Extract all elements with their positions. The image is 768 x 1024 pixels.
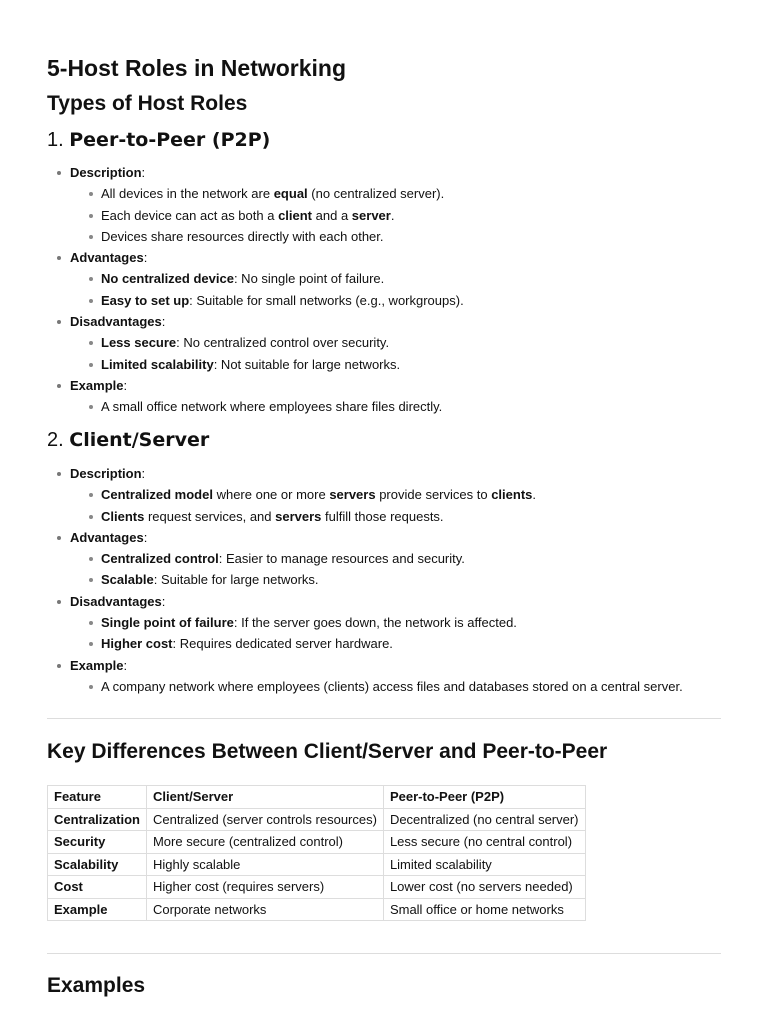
- section-number: 1.: [47, 129, 64, 151]
- list-item: Limited scalability: Not suitable for large networks.: [70, 354, 727, 375]
- list-item: Disadvantages: Single point of failure: If the server goes down, the network is affected. Higher cost: Requires dedicated server hardware.: [47, 591, 727, 655]
- table-row: [48, 831, 586, 854]
- list-item: Less secure: No centralized control over security.: [70, 332, 727, 353]
- list-item: Example: A small office network where employees share files directly.: [47, 375, 727, 418]
- group-label-advantages: Advantages: [70, 250, 144, 266]
- group-label-disadvantages: Disadvantages: [70, 593, 162, 609]
- list-item: Scalable: Suitable for large networks.: [70, 569, 727, 590]
- table-cell: Lower cost (no servers needed): [383, 876, 585, 899]
- section-heading-types: Types of Host Roles: [47, 92, 248, 115]
- table-cell: Less secure (no central control): [383, 831, 585, 854]
- column-header: Client/Server: [146, 786, 383, 809]
- list-item: Description: Centralized model where one or more servers provide services to clients. Clients request services, and servers fulfill those requests.: [47, 463, 727, 527]
- comparison-table: [47, 785, 586, 921]
- table-cell: Security: [48, 831, 147, 854]
- section-title: Peer-to-Peer (P2P): [69, 129, 271, 151]
- list-item: Easy to set up: Suitable for small networks (e.g., workgroups).: [70, 290, 727, 311]
- list-item: Centralized model where one or more servers provide services to clients.: [70, 484, 727, 505]
- table-cell: Highly scalable: [146, 853, 383, 876]
- list-item: Centralized control: Easier to manage resources and security.: [70, 548, 727, 569]
- divider: [47, 953, 721, 954]
- table-row: [48, 876, 586, 899]
- list-item: Advantages: Centralized control: Easier to manage resources and security. Scalable: Suitable for large networks.: [47, 527, 727, 591]
- divider: [47, 718, 721, 719]
- table-row: [48, 808, 586, 831]
- table-cell: Centralized (server controls resources): [146, 808, 383, 831]
- list-item: A small office network where employees share files directly.: [70, 396, 727, 417]
- list-item: A company network where employees (clients) access files and databases stored on a central server.: [70, 676, 727, 697]
- group-label-example: Example: [70, 377, 124, 393]
- client-server-list: [47, 463, 727, 697]
- list-item: Single point of failure: If the server goes down, the network is affected.: [70, 612, 727, 633]
- list-item: Example: A company network where employees (clients) access files and databases stored on a central server.: [47, 655, 727, 698]
- table-row: [48, 853, 586, 876]
- group-label-example: Example: [70, 657, 124, 673]
- table-cell: Centralization: [48, 808, 147, 831]
- list-item: Clients request services, and servers fulfill those requests.: [70, 506, 727, 527]
- table-cell: Corporate networks: [146, 898, 383, 921]
- table-cell: Cost: [48, 876, 147, 899]
- section-title: Client/Server: [69, 429, 210, 451]
- list-item: Each device can act as both a client and a server.: [70, 205, 727, 226]
- column-header: Feature: [48, 786, 147, 809]
- table-cell: Decentralized (no central server): [383, 808, 585, 831]
- section-heading-examples: Examples: [47, 974, 146, 997]
- list-item: Description: All devices in the network are equal (no centralized server). Each device can act as both a client and a server. Devices share resources directly with each other.: [47, 162, 727, 247]
- group-label-disadvantages: Disadvantages: [70, 314, 162, 330]
- section-number: 2.: [47, 429, 64, 451]
- list-item: Higher cost: Requires dedicated server hardware.: [70, 633, 727, 654]
- list-item: All devices in the network are equal (no centralized server).: [70, 183, 727, 204]
- table-cell: More secure (centralized control): [146, 831, 383, 854]
- table-row: [48, 898, 586, 921]
- section-heading-client-server: [47, 426, 209, 454]
- section-heading-p2p: [47, 126, 270, 154]
- list-item: Devices share resources directly with each other.: [70, 226, 727, 247]
- group-label-advantages: Advantages: [70, 529, 144, 545]
- section-heading-key-differences: Key Differences Between Client/Server and Peer-to-Peer: [47, 740, 608, 763]
- table-cell: Scalability: [48, 853, 147, 876]
- page-title: 5-Host Roles in Networking: [47, 55, 347, 81]
- group-label-description: Description: [70, 165, 142, 180]
- list-item: Disadvantages: Less secure: No centralized control over security. Limited scalability: Not suitable for large networks.: [47, 311, 727, 375]
- table-cell: Limited scalability: [383, 853, 585, 876]
- list-item: No centralized device: No single point of failure.: [70, 268, 727, 289]
- table-cell: Higher cost (requires servers): [146, 876, 383, 899]
- list-item: Advantages: No centralized device: No single point of failure. Easy to set up: Suitable for small networks (e.g., workgroups).: [47, 247, 727, 311]
- table-header-row: [48, 786, 586, 809]
- column-header: Peer-to-Peer (P2P): [383, 786, 585, 809]
- p2p-list: [47, 162, 727, 418]
- table-cell: Small office or home networks: [383, 898, 585, 921]
- table-cell: Example: [48, 898, 147, 921]
- group-label-description: Description: [70, 466, 142, 481]
